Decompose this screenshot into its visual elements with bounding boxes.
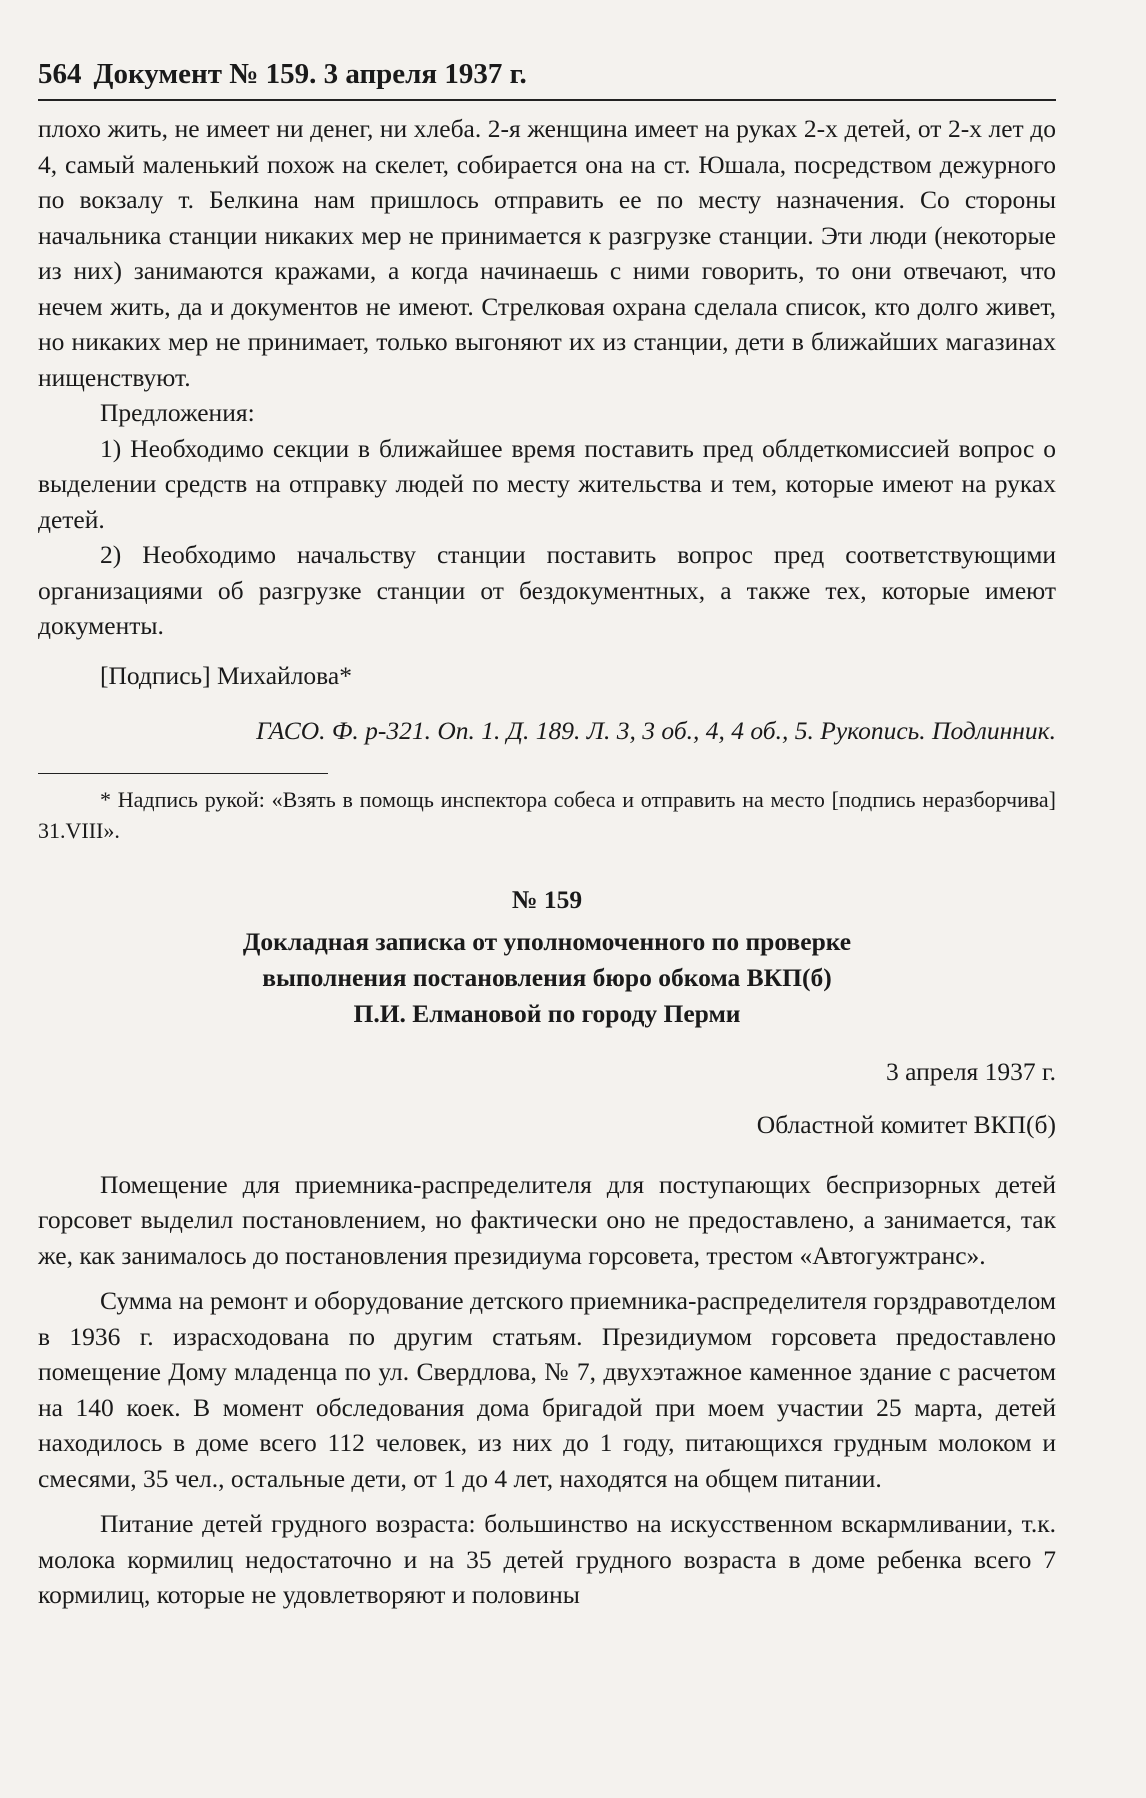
document-title-line: выполнения постановления бюро обкома ВКП(б) (262, 962, 832, 992)
document-heading (38, 882, 1056, 1032)
document-number: № 159 (511, 884, 583, 914)
footnote-divider (38, 773, 328, 774)
running-title: Документ № 159. 3 апреля 1937 г. (93, 58, 527, 90)
body-paragraph: Сумма на ремонт и оборудование детского приемника-распределителя горздравотделом в 1936 г. израсходована по другим статьям. Президиумом горсовета предоставлено помещение Дому младенца по ул. Свердлова, № 7, двухэтажное каменное здание с расчетом на 140 коек. В момент обследования дома бригадой при моем участии 25 марта, детей находилось в доме всего 112 человек, из них до 1 году, питающихся грудным молоком и смесями, 35 чел., остальные дети, от 1 до 4 лет, находятся на общем питании. (38, 1286, 1056, 1493)
proposal-1: 1) Необходимо секции в ближайшее время поставить пред облдеткомиссией вопрос о выделении средств на отправку людей по месту жительства и тем, которые имеют на руках детей. (38, 433, 1056, 534)
continuation-paragraph: плохо жить, не имеет ни денег, ни хлеба. 2-я женщина имеет на руках 2-х детей, от 2-х лет до 4, самый маленький похож на скелет, собирается она на ст. Юшала, посредством дежурного по вокзалу т. Белкина нам пришлось отправить ее по месту назначения. Со стороны начальника станции никаких мер не принимается к разгрузке станции. Эти люди (некоторые из них) занимаются кражами, а когда начинаешь с ними говорить, то они отвечают, что нечем жить, да и документов не имеют. Стрелковая охрана сделала список, кто долго живет, но никаких мер не принимает, только выгоняют их из станции, дети в ближайших магазинах нищенствуют. (38, 114, 1056, 392)
page-number: 564 (38, 58, 82, 90)
archive-source: ГАСО. Ф. р-321. Оп. 1. Д. 189. Л. 3, 3 об., 4, 4 об., 5. Рукопись. Подлинник. (256, 716, 1056, 745)
proposals-heading: Предложения: (100, 398, 255, 427)
document-addressee: Областной комитет ВКП(б) (756, 1110, 1056, 1139)
proposal-2: 2) Необходимо начальству станции поставить вопрос пред соответствующими организациями об разгрузке станции от бездокументных, а также тех, которые имеют документы. (38, 540, 1056, 640)
document-date: 3 апреля 1937 г. (886, 1056, 1056, 1086)
document-title-line: П.И. Елмановой по городу Перми (353, 998, 741, 1028)
signature: [Подпись] Михайлова* (100, 660, 352, 690)
body-paragraph: Помещение для приемника-распределителя для поступающих беспризорных детей горсовет выделил постановлением, но фактически оно не предоставлено, а занимается, так же, как занималось до постановления президиума горсовета, трестом «Автогужтранс». (38, 1169, 1056, 1270)
document-title-line: Докладная записка от уполномоченного по проверке (242, 926, 852, 956)
document-body (38, 1054, 1056, 1613)
footnote: * Надпись рукой: «Взять в помощь инспектора собеса и отправить на место [подпись неразборчива] 31.VIII». (38, 786, 1056, 843)
page-header (38, 58, 1056, 101)
main-text (38, 111, 1056, 749)
body-paragraph: Питание детей грудного возраста: большинство на искусственном вскармливании, т.к. молока кормилиц недостаточно и на 35 детей грудного возраста в доме ребенка всего 7 кормилиц, которые не удовлетворяют и половины (38, 1509, 1056, 1609)
